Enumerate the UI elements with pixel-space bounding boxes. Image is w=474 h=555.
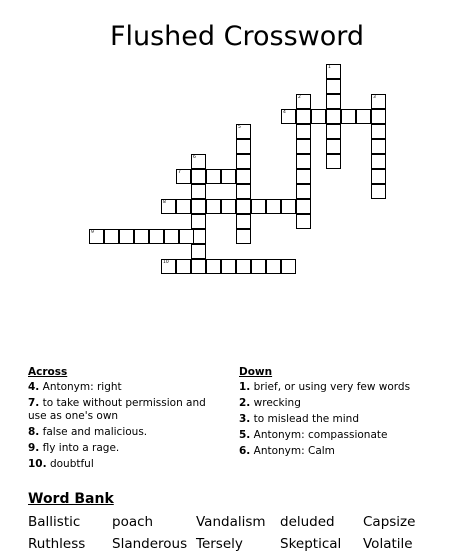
down-heading: Down	[239, 366, 273, 378]
crossword-cell[interactable]	[326, 64, 341, 79]
crossword-cell[interactable]	[191, 199, 206, 214]
across-clues	[28, 366, 218, 474]
crossword-cell[interactable]	[371, 109, 386, 124]
crossword-cell[interactable]	[236, 229, 251, 244]
crossword-cell[interactable]	[236, 124, 251, 139]
crossword-cell[interactable]	[281, 259, 296, 274]
crossword-cell[interactable]	[296, 214, 311, 229]
word-bank-word: Skeptical	[280, 536, 342, 552]
crossword-cell[interactable]	[191, 259, 206, 274]
crossword-cell[interactable]	[236, 214, 251, 229]
crossword-cell[interactable]	[176, 259, 191, 274]
crossword-cell[interactable]	[236, 169, 251, 184]
crossword-cell[interactable]	[296, 169, 311, 184]
clue-number: 9	[91, 230, 94, 235]
down-clues	[239, 366, 449, 461]
crossword-cell[interactable]	[326, 109, 341, 124]
clue-number: 8	[163, 200, 166, 205]
crossword-cell[interactable]	[251, 259, 266, 274]
crossword-cell[interactable]	[104, 229, 119, 244]
crossword-cell[interactable]	[119, 229, 134, 244]
clue-down-3: 3. to mislead the mind	[239, 413, 359, 425]
crossword-cell[interactable]	[236, 184, 251, 199]
crossword-cell[interactable]	[326, 124, 341, 139]
crossword-cell[interactable]	[326, 94, 341, 109]
crossword-cell[interactable]	[191, 244, 206, 259]
word-bank-word: Tersely	[196, 536, 243, 552]
clue-number: 5	[238, 125, 241, 130]
clue-down-1: 1. brief, or using very few words	[239, 381, 411, 393]
across-heading: Across	[28, 366, 68, 378]
crossword-cell[interactable]	[281, 109, 296, 124]
word-bank-heading: Word Bank	[28, 491, 114, 507]
crossword-cell[interactable]	[221, 169, 236, 184]
crossword-cell[interactable]	[191, 169, 206, 184]
crossword-cell[interactable]	[236, 199, 251, 214]
crossword-cell[interactable]	[296, 124, 311, 139]
clue-across-9: 9. fly into a rage.	[28, 442, 120, 454]
crossword-cell[interactable]	[176, 169, 191, 184]
word-bank-word: Ruthless	[28, 536, 86, 552]
clue-across-4: 4. Antonym: right	[28, 381, 122, 393]
clue-across-10: 10. doubtful	[28, 458, 94, 470]
puzzle-title: Flushed Crossword	[109, 21, 365, 52]
clue-number: 7	[178, 170, 181, 175]
clue-number: 2	[298, 95, 301, 100]
crossword-cell[interactable]	[296, 199, 311, 214]
crossword-cell[interactable]	[266, 259, 281, 274]
crossword-cell[interactable]	[296, 109, 311, 124]
crossword-cell[interactable]	[191, 154, 206, 169]
crossword-cell[interactable]	[251, 199, 266, 214]
clue-across-7: 7. to take without permission and use as one's own	[28, 397, 206, 422]
crossword-cell[interactable]	[161, 199, 176, 214]
crossword-cell[interactable]	[176, 199, 191, 214]
clue-down-5: 5. Antonym: compassionate	[239, 429, 388, 441]
crossword-cell[interactable]	[134, 229, 149, 244]
clue-down-6: 6. Antonym: Calm	[239, 445, 335, 457]
crossword-cell[interactable]	[179, 229, 194, 244]
crossword-cell[interactable]	[236, 139, 251, 154]
crossword-cell[interactable]	[296, 184, 311, 199]
crossword-cell[interactable]	[161, 259, 176, 274]
crossword-cell[interactable]	[206, 199, 221, 214]
crossword-cell[interactable]	[221, 199, 236, 214]
word-bank-word: Volatile	[363, 536, 413, 552]
crossword-cell[interactable]	[371, 169, 386, 184]
crossword-cell[interactable]	[164, 229, 179, 244]
crossword-cell[interactable]	[191, 214, 206, 229]
crossword-cell[interactable]	[326, 79, 341, 94]
crossword-cell[interactable]	[356, 109, 371, 124]
crossword-cell[interactable]	[221, 259, 236, 274]
crossword-cell[interactable]	[311, 109, 326, 124]
crossword-cell[interactable]	[326, 139, 341, 154]
crossword-cell[interactable]	[206, 169, 221, 184]
crossword-cell[interactable]	[326, 154, 341, 169]
crossword-cell[interactable]	[371, 139, 386, 154]
crossword-cell[interactable]	[296, 154, 311, 169]
clue-number: 4	[283, 110, 286, 115]
word-bank-word: Slanderous	[112, 536, 188, 552]
crossword-cell[interactable]	[371, 124, 386, 139]
clue-number: 10	[163, 260, 169, 265]
word-bank-word: Capsize	[363, 514, 416, 530]
clue-down-2: 2. wrecking	[239, 397, 301, 409]
crossword-cell[interactable]	[371, 94, 386, 109]
crossword-cell[interactable]	[149, 229, 164, 244]
word-bank-word: Vandalism	[196, 514, 266, 530]
clue-number: 1	[328, 65, 331, 70]
crossword-cell[interactable]	[371, 184, 386, 199]
crossword-cell[interactable]	[371, 154, 386, 169]
clue-number: 3	[373, 95, 376, 100]
crossword-cell[interactable]	[206, 259, 221, 274]
crossword-cell[interactable]	[89, 229, 104, 244]
word-bank-word: poach	[112, 514, 154, 530]
crossword-cell[interactable]	[236, 259, 251, 274]
word-bank-word: Ballistic	[28, 514, 81, 530]
crossword-cell[interactable]	[266, 199, 281, 214]
clue-across-8: 8. false and malicious.	[28, 426, 148, 438]
crossword-cell[interactable]	[296, 139, 311, 154]
crossword-cell[interactable]	[296, 94, 311, 109]
crossword-cell[interactable]	[191, 184, 206, 199]
crossword-cell[interactable]	[281, 199, 296, 214]
crossword-cell[interactable]	[341, 109, 356, 124]
word-bank-word: deluded	[280, 514, 335, 530]
crossword-cell[interactable]	[236, 154, 251, 169]
clue-number: 6	[193, 155, 196, 160]
